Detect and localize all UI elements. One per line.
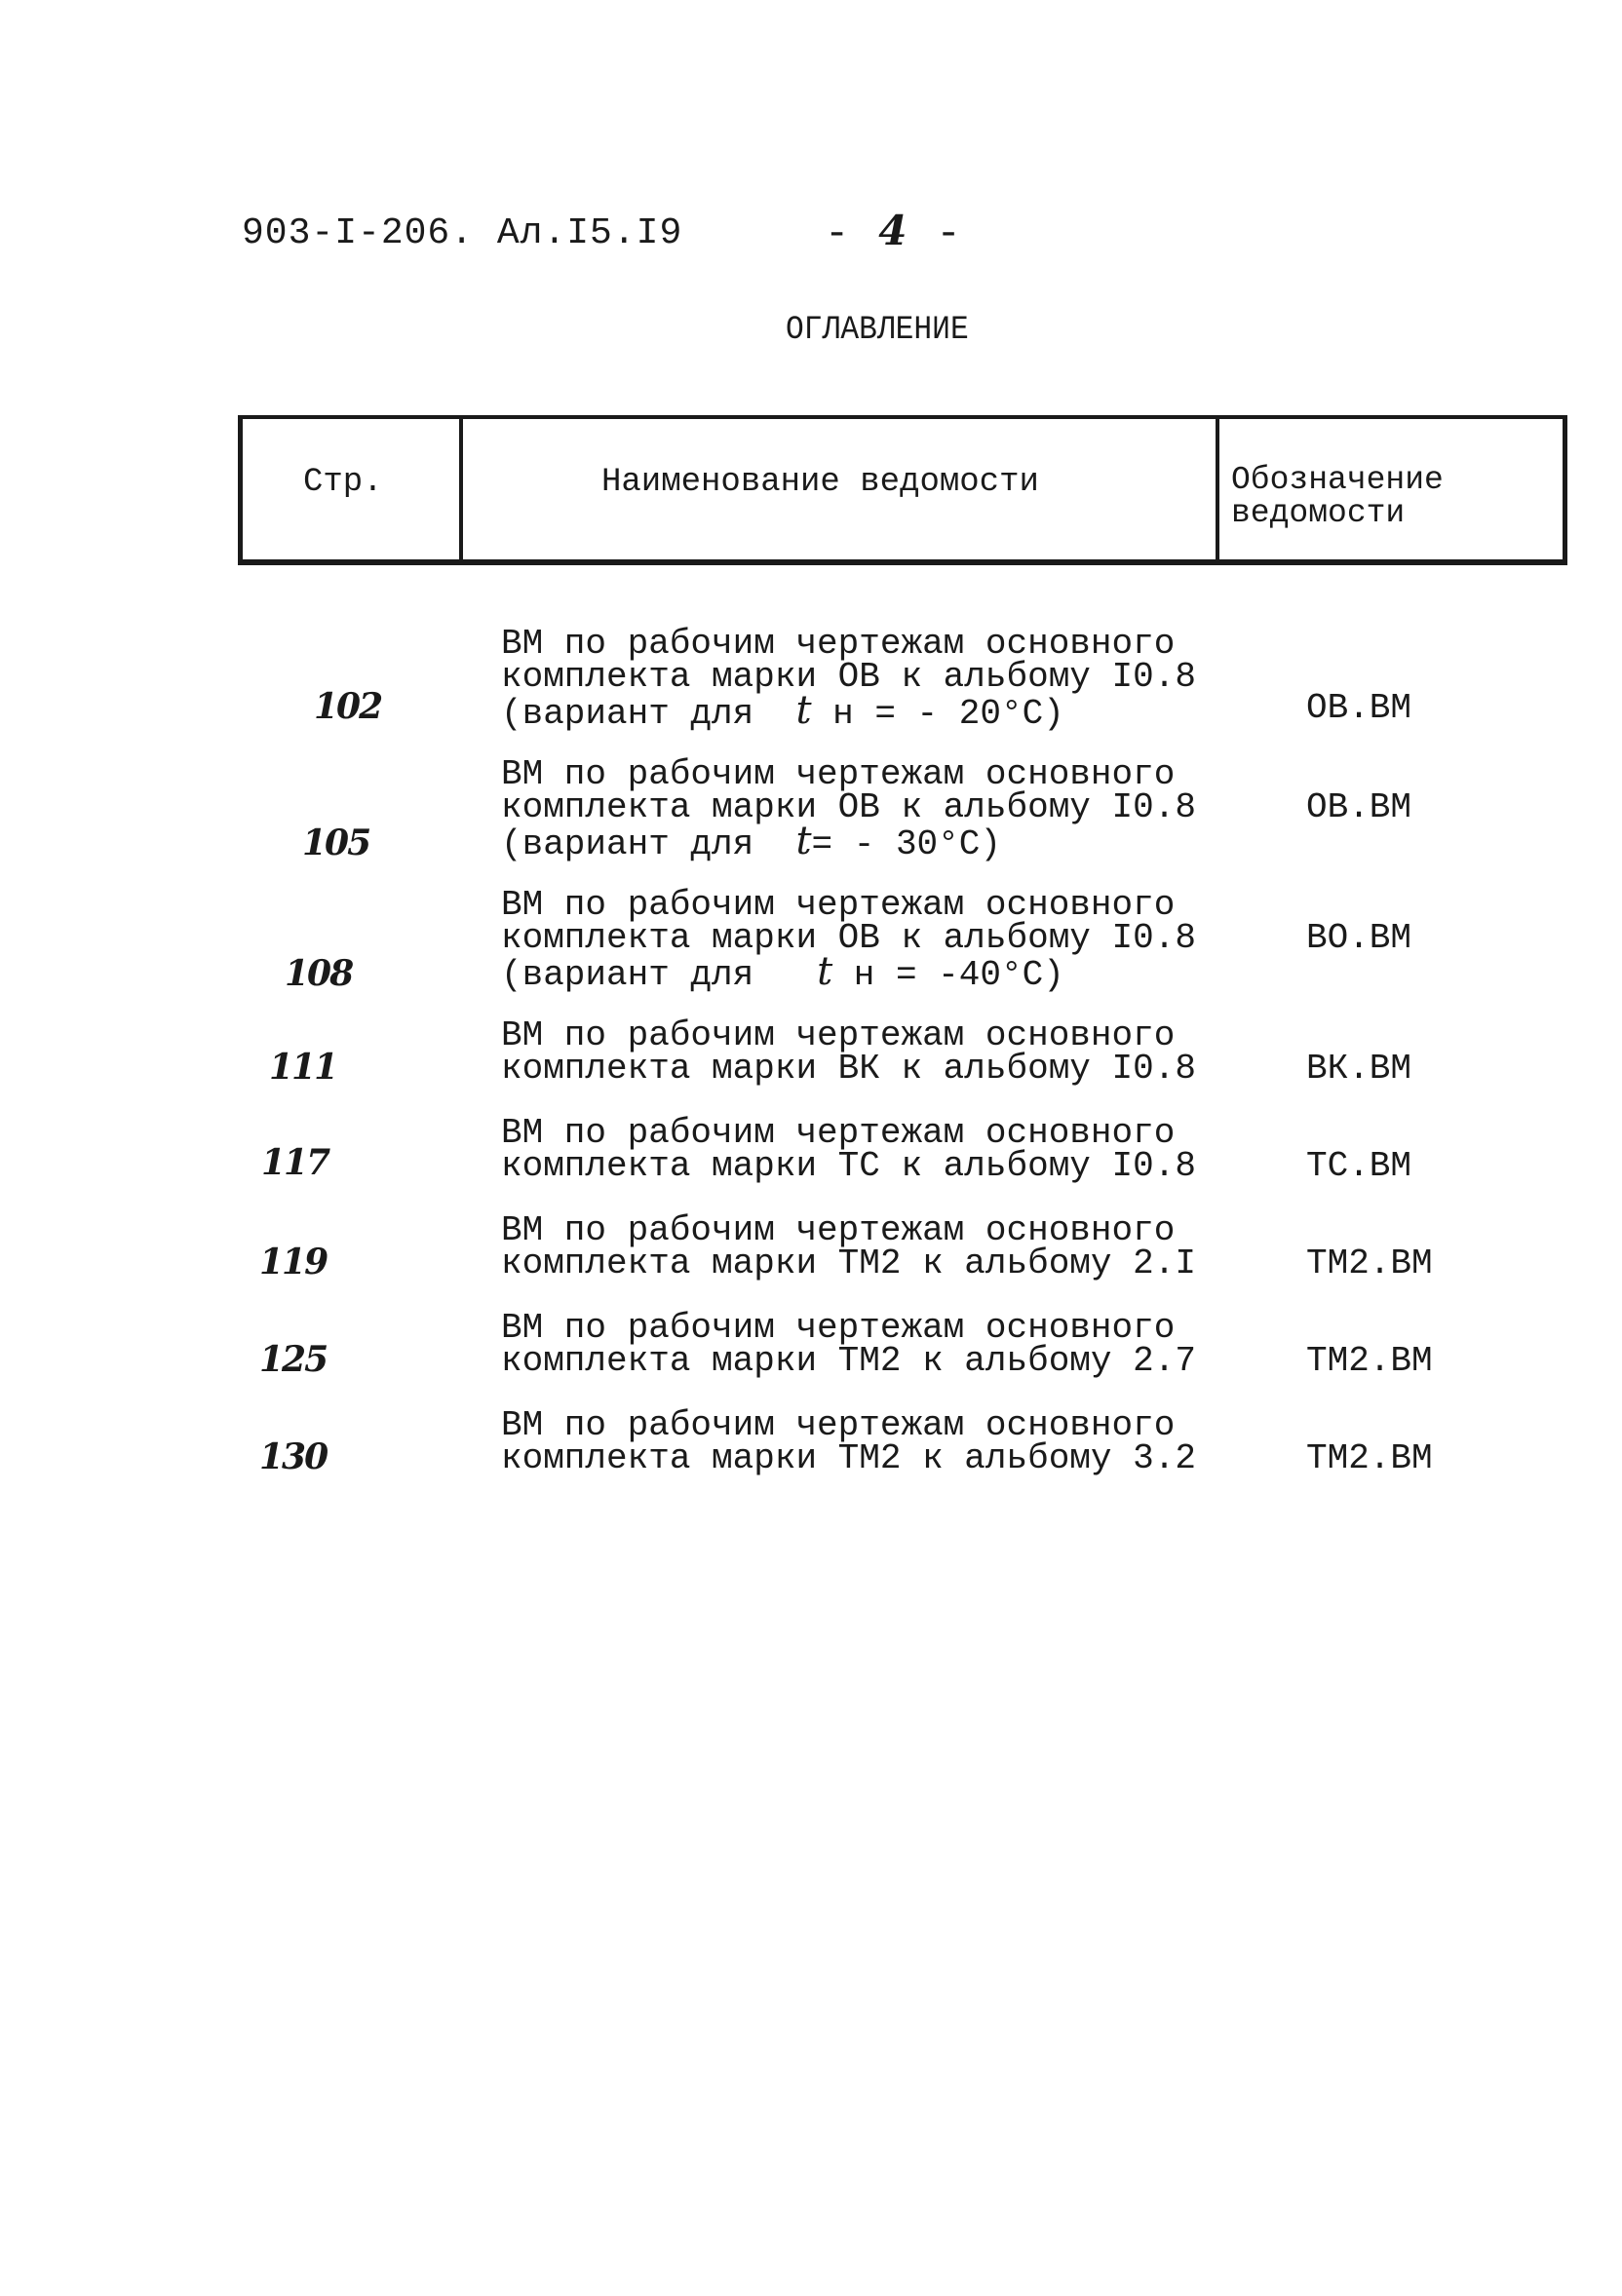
row-code: ТМ2.ВМ	[1306, 1244, 1433, 1283]
row-description: ВМ по рабочим чертежам основного комплекта марки ОВ к альбому I0.8 (вариант для t н = - 20°С)	[501, 624, 1196, 734]
row-page: 119	[259, 1242, 328, 1282]
page-title: ОГЛАВЛЕНИЕ	[786, 312, 969, 349]
row-page: 117	[261, 1142, 329, 1183]
row-description: ВМ по рабочим чертежам основного комплекта марки ОВ к альбому I0.8 (вариант для t= - 30°С)	[501, 754, 1196, 864]
row-code: ОВ.ВМ	[1306, 787, 1412, 827]
row-page: 108	[285, 953, 353, 994]
column-header-code: Обозначение ведомости	[1231, 462, 1444, 531]
row-description: ВМ по рабочим чертежам основного комплекта марки ТМ2 к альбому 3.2	[501, 1405, 1196, 1478]
row-page: 111	[269, 1047, 337, 1088]
column-divider	[459, 419, 463, 559]
row-page: 105	[302, 823, 370, 863]
column-header-page: Стр.	[303, 464, 383, 501]
row-page: 102	[314, 686, 382, 727]
column-header-name: Наименование ведомости	[601, 464, 1039, 501]
row-code: ВО.ВМ	[1306, 918, 1412, 958]
row-code: ТМ2.ВМ	[1306, 1438, 1433, 1478]
page-number: - 4 -	[825, 207, 961, 257]
row-description: ВМ по рабочим чертежам основного комплекта марки ТМ2 к альбому 2.I	[501, 1210, 1196, 1283]
page-number-value: 4	[878, 207, 908, 254]
row-description: ВМ по рабочим чертежам основного комплекта марки ТМ2 к альбому 2.7	[501, 1308, 1196, 1381]
row-description: ВМ по рабочим чертежам основного комплекта марки ТС к альбому I0.8	[501, 1113, 1196, 1186]
row-page: 130	[259, 1436, 328, 1477]
row-description: ВМ по рабочим чертежам основного комплекта марки ОВ к альбому I0.8 (вариант для t н = -40°С)	[501, 885, 1196, 995]
row-code: ТМ2.ВМ	[1306, 1341, 1433, 1381]
row-code: ОВ.ВМ	[1306, 688, 1412, 728]
table-header	[238, 415, 1567, 565]
row-code: ТС.ВМ	[1306, 1146, 1412, 1186]
column-divider	[1216, 419, 1219, 559]
row-code: ВК.ВМ	[1306, 1049, 1412, 1089]
row-page: 125	[259, 1339, 328, 1380]
document-code: 903-I-206. Ал.I5.I9	[242, 212, 683, 254]
row-description: ВМ по рабочим чертежам основного комплекта марки ВК к альбому I0.8	[501, 1015, 1196, 1089]
